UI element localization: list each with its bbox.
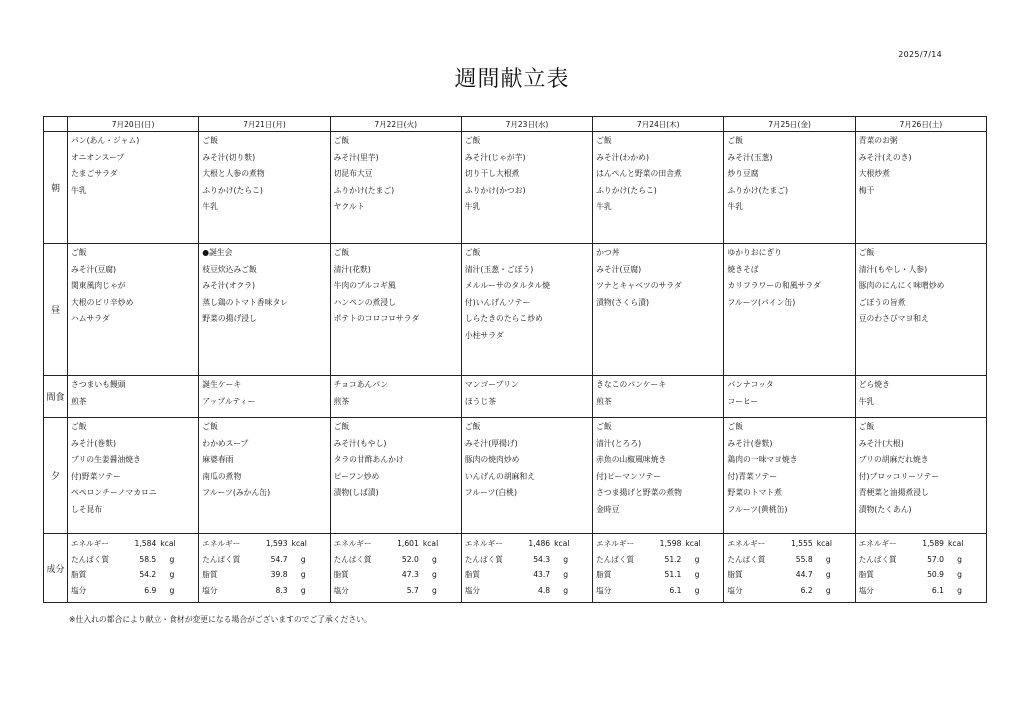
menu-item: ふりかけ(たらこ) <box>596 185 657 195</box>
nutrition-line <box>202 567 307 583</box>
menu-item: みそ汁(厚揚げ) <box>464 438 518 448</box>
nutrient-value: 55.8 <box>795 554 813 564</box>
nutrient-value: 6.1 <box>669 585 682 595</box>
nutrient-name: 塩分 <box>464 585 481 595</box>
menu-item: 青梗菜と油揚煮浸し <box>858 488 929 497</box>
nutrient-name: たんぱく質 <box>727 554 766 564</box>
menu-item: マンゴープリン <box>464 380 519 389</box>
nutrient-unit: g <box>957 554 962 564</box>
nutrient-unit: kcal <box>554 539 570 548</box>
menu-item: みそ汁(切り麩) <box>202 152 256 162</box>
menu-item: ご飯 <box>596 422 612 431</box>
menu-cell <box>724 376 855 418</box>
menu-item: ご飯 <box>333 136 350 145</box>
menu-item: ご飯 <box>333 248 350 257</box>
menu-cell <box>199 418 330 534</box>
menu-item: タラの甘酢あんかけ <box>333 455 404 464</box>
nutrient-value: 8.3 <box>275 585 288 595</box>
menu-item: みそ汁(豆腐) <box>596 264 642 274</box>
nutrient-unit: g <box>563 570 569 579</box>
nutrition-line <box>596 583 701 599</box>
menu-item: いんげんの胡麻和え <box>464 471 536 481</box>
snack-row <box>44 376 987 418</box>
nutrient-name: 脂質 <box>464 570 481 579</box>
nutrient-name: 脂質 <box>202 570 218 579</box>
nutrient-unit: kcal <box>948 539 964 548</box>
menu-item: 小柱サラダ <box>464 330 504 340</box>
menu-item: みそ汁(巻麩) <box>727 438 773 448</box>
menu-item: 鶏肉の一味マヨ焼き <box>727 455 798 464</box>
nutrition-line <box>202 583 307 599</box>
nutrition-line <box>727 567 832 583</box>
nutrient-value: 52.0 <box>401 554 419 564</box>
menu-item: 大根炒煮 <box>858 169 890 178</box>
nutrient-unit: kcal <box>160 539 176 548</box>
menu-item: パン(あん・ジャム) <box>71 136 140 145</box>
meal-label: 成分 <box>44 534 68 603</box>
nutrient-unit: g <box>825 585 831 595</box>
menu-item: 牛乳 <box>202 202 218 211</box>
menu-item: 青菜のお粥 <box>858 136 898 145</box>
menu-item: オニオンスープ <box>71 152 125 162</box>
menu-cell <box>199 376 330 418</box>
menu-item: 牛乳 <box>71 185 87 195</box>
menu-item: フルーツ(黄桃缶) <box>727 504 788 514</box>
nutrient-name: 塩分 <box>727 585 743 595</box>
menu-item: コーヒー <box>727 396 759 406</box>
nutrient-value: 57.0 <box>927 554 944 564</box>
menu-item: 蒸し鶏のトマト香味タレ <box>202 297 289 307</box>
menu-item: ふりかけ(たまご) <box>727 185 789 195</box>
menu-cell <box>68 244 199 376</box>
menu-item: 煎茶 <box>333 396 350 406</box>
nutrient-name: 脂質 <box>858 570 874 579</box>
day-header: 7月20日(日) <box>68 117 199 132</box>
menu-cell <box>330 132 461 244</box>
menu-item: みそ汁(玉葱) <box>727 152 773 162</box>
menu-cell <box>593 418 724 534</box>
menu-item: わかめスープ <box>202 438 249 448</box>
nutrient-name: エネルギー <box>333 539 372 548</box>
nutrient-value: 1,593 <box>265 539 288 548</box>
nutrition-line <box>71 583 176 599</box>
menu-item: みそ汁(えのき) <box>858 152 912 162</box>
nutrient-name: 脂質 <box>727 570 743 579</box>
menu-item: 牛乳 <box>727 202 743 211</box>
menu-cell <box>593 376 724 418</box>
nutrient-name: 塩分 <box>333 585 349 595</box>
menu-item: かつ丼 <box>596 248 620 257</box>
meal-label: 夕 <box>44 418 68 534</box>
menu-cell <box>461 244 592 376</box>
menu-item: 漬物(さくら漬) <box>596 297 649 307</box>
nutrient-value: 51.1 <box>664 570 682 579</box>
nutrition-line <box>465 552 570 568</box>
menu-item: 豚肉のにんにく味噌炒め <box>858 281 945 290</box>
menu-item: チョコあんパン <box>333 380 388 389</box>
nutrient-value: 6.2 <box>800 585 813 595</box>
nutrient-unit: g <box>957 585 962 595</box>
nutrition-cell <box>199 534 330 603</box>
menu-item: フルーツ(白桃) <box>464 488 518 497</box>
nutrition-line <box>334 567 439 583</box>
nutrition-cell <box>855 534 986 603</box>
nutrient-unit: kcal <box>422 539 439 548</box>
nutrient-unit: g <box>957 570 962 579</box>
menu-item: みそ汁(じゃが芋) <box>464 152 526 162</box>
menu-item: ご飯 <box>464 422 481 431</box>
menu-item: 付)青菜ソテー <box>727 471 778 481</box>
nutrient-name: エネルギー <box>202 539 241 548</box>
page-title: 週間献立表 <box>454 67 570 92</box>
dinner-row <box>44 418 987 534</box>
menu-item: 誕生ケーキ <box>202 380 242 389</box>
nutrient-unit: g <box>825 570 831 579</box>
day-header-row <box>44 117 987 132</box>
meal-label: 朝 <box>44 132 68 244</box>
nutrition-line <box>71 567 176 583</box>
nutrition-line <box>859 536 964 552</box>
menu-item: フルーツ(パイン缶) <box>727 297 796 307</box>
menu-item: ご飯 <box>464 248 481 257</box>
menu-cell <box>68 132 199 244</box>
nutrient-value: 4.8 <box>538 585 551 595</box>
menu-cell <box>461 376 592 418</box>
nutrient-value: 58.5 <box>139 554 157 564</box>
nutrition-line <box>465 567 570 583</box>
nutrition-line <box>727 536 832 552</box>
menu-item: みそ汁(オクラ) <box>202 281 255 290</box>
menu-item: アップルティー <box>202 396 256 406</box>
menu-cell <box>855 132 986 244</box>
menu-item: 清汁(花麩) <box>333 264 371 274</box>
nutrient-unit: g <box>169 570 175 579</box>
menu-item: みそ汁(わかめ) <box>596 152 649 162</box>
nutrient-unit: g <box>300 585 306 595</box>
menu-item: ご飯 <box>464 136 481 145</box>
menu-item: ご飯 <box>596 136 612 145</box>
menu-cell <box>461 418 592 534</box>
nutrient-value: 51.2 <box>664 554 682 564</box>
menu-item: ヤクルト <box>333 202 365 211</box>
nutrition-line <box>71 536 176 552</box>
nutrient-name: エネルギー <box>727 539 766 548</box>
menu-item: しらたきのたらこ炒め <box>464 314 543 323</box>
menu-item: ご飯 <box>727 136 743 145</box>
menu-item: 牛乳 <box>596 202 612 211</box>
menu-cell <box>855 244 986 376</box>
menu-cell <box>593 132 724 244</box>
menu-cell <box>855 418 986 534</box>
menu-item: ハンペンの煮浸し <box>333 297 396 307</box>
menu-item: 枝豆炊込みご飯 <box>202 264 257 274</box>
nutrient-name: エネルギー <box>71 539 109 548</box>
nutrition-line <box>465 583 570 599</box>
nutrient-name: たんぱく質 <box>202 554 241 564</box>
nutrition-line <box>202 552 307 568</box>
nutrient-name: 塩分 <box>71 585 87 595</box>
menu-item: 牛乳 <box>858 396 875 406</box>
nutrient-unit: kcal <box>685 539 701 548</box>
day-header: 7月26日(土) <box>855 117 986 132</box>
nutrition-line <box>465 536 570 552</box>
menu-item: ペペロンチーノマカロニ <box>71 488 157 497</box>
menu-cell <box>199 132 330 244</box>
nutrient-unit: g <box>825 554 831 564</box>
menu-item: 漬物(たくあん) <box>858 504 912 514</box>
nutrition-line <box>596 552 701 568</box>
day-header: 7月24日(木) <box>593 117 724 132</box>
menu-item: 豆のわさびマヨ和え <box>858 314 929 323</box>
nutrition-line <box>334 583 439 599</box>
menu-item: ピーフン炒め <box>333 471 380 481</box>
menu-cell <box>461 132 592 244</box>
meal-label: 間食 <box>44 376 68 418</box>
nutrient-unit: g <box>694 585 700 595</box>
menu-item: さつまいも饅頭 <box>71 380 126 389</box>
nutrient-value: 54.2 <box>139 570 157 579</box>
menu-item: ご飯 <box>202 422 218 431</box>
nutrient-value: 6.1 <box>931 585 944 595</box>
day-header: 7月21日(月) <box>199 117 330 132</box>
menu-item: 焼きそば <box>727 264 759 274</box>
nutrient-name: 脂質 <box>71 570 87 579</box>
menu-item: 切昆布大豆 <box>333 169 373 178</box>
menu-item: 付)ブロッコリーソテー <box>858 471 940 481</box>
nutrient-value: 5.7 <box>406 585 419 595</box>
menu-item: 梅干 <box>858 185 875 195</box>
nutrition-row <box>44 534 987 603</box>
nutrition-line <box>596 567 701 583</box>
nutrient-name: たんぱく質 <box>333 554 372 564</box>
menu-item: ふりかけ(かつお) <box>464 185 526 195</box>
menu-item: 付)ピーマンソテー <box>596 471 662 481</box>
menu-item: 付)野菜ソテー <box>71 471 121 481</box>
nutrition-line <box>334 536 439 552</box>
menu-item: みそ汁(豆腐) <box>71 264 117 274</box>
menu-item: 南瓜の煮物 <box>202 471 242 481</box>
nutrient-value: 1,584 <box>134 539 157 548</box>
nutrient-value: 54.3 <box>533 554 551 564</box>
nutrient-value: 1,589 <box>922 539 944 548</box>
menu-item: ほうじ茶 <box>464 396 497 406</box>
menu-item: みそ汁(巻麩) <box>71 438 117 448</box>
nutrient-name: 塩分 <box>596 585 612 595</box>
menu-item: 清汁(玉葱・ごぼう) <box>464 264 534 274</box>
menu-item: ハムサラダ <box>71 314 110 323</box>
menu-cell <box>724 132 855 244</box>
nutrient-name: 塩分 <box>858 585 874 595</box>
nutrition-line <box>859 583 964 599</box>
nutrition-line <box>727 583 832 599</box>
footnote: ※仕入れの都合により献立・食材が変更になる場合がございますのでご了承ください。 <box>69 615 372 624</box>
nutrient-value: 43.7 <box>533 570 551 579</box>
nutrition-cell <box>593 534 724 603</box>
nutrient-name: 脂質 <box>333 570 349 579</box>
menu-item: 牛乳 <box>464 202 481 211</box>
menu-item: 大根のピリ辛炒め <box>71 297 134 307</box>
menu-item: 金時豆 <box>596 504 620 514</box>
nutrient-value: 6.9 <box>144 585 157 595</box>
nutrition-line <box>71 552 176 568</box>
weekly-menu-table <box>43 116 987 603</box>
menu-item: 付)いんげんソテー <box>464 297 531 307</box>
menu-item: ごぼうの旨煮 <box>858 297 906 307</box>
menu-item: ブリの生姜醤油焼き <box>71 455 141 464</box>
nutrient-unit: g <box>300 570 306 579</box>
menu-cell <box>855 376 986 418</box>
nutrition-line <box>334 552 439 568</box>
menu-cell <box>330 244 461 376</box>
nutrient-name: たんぱく質 <box>858 554 897 564</box>
menu-item: きなこのパンケーキ <box>596 380 667 389</box>
menu-item: ご飯 <box>71 422 87 431</box>
nutrition-line <box>859 552 964 568</box>
corner-cell <box>44 117 68 132</box>
nutrition-line <box>727 552 832 568</box>
nutrient-unit: g <box>432 585 437 595</box>
menu-item: 切り干し大根煮 <box>464 169 520 178</box>
menu-item: メルルーサのタルタル焼 <box>464 281 551 290</box>
menu-item: ツナとキャベツのサラダ <box>596 281 682 290</box>
menu-item: ご飯 <box>71 248 87 257</box>
menu-item: どら焼き <box>858 380 890 389</box>
nutrient-name: 脂質 <box>596 570 612 579</box>
nutrient-value: 1,598 <box>659 539 682 548</box>
nutrient-unit: g <box>563 554 569 564</box>
menu-item: たまごサラダ <box>71 169 118 178</box>
menu-cell <box>68 376 199 418</box>
day-header: 7月23日(水) <box>461 117 592 132</box>
menu-item: フルーツ(みかん缶) <box>202 488 271 497</box>
nutrition-cell <box>461 534 592 603</box>
nutrient-value: 1,555 <box>790 539 813 548</box>
nutrient-unit: g <box>432 554 437 564</box>
menu-item: みそ汁(もやし) <box>333 438 387 448</box>
nutrient-unit: g <box>694 570 700 579</box>
menu-item: 牛肉のプルコギ風 <box>333 281 396 290</box>
menu-item: みそ汁(里芋) <box>333 152 379 162</box>
menu-item: ご飯 <box>858 422 875 431</box>
nutrient-unit: g <box>432 570 437 579</box>
menu-item: ご飯 <box>727 422 743 431</box>
menu-cell <box>593 244 724 376</box>
menu-item: 野菜の揚げ浸し <box>202 314 257 323</box>
menu-item: ゆかりおにぎり <box>727 248 782 257</box>
nutrient-name: 塩分 <box>202 585 218 595</box>
menu-cell <box>330 376 461 418</box>
nutrition-line <box>859 567 964 583</box>
menu-item: さつま揚げと野菜の煮物 <box>596 488 682 497</box>
nutrient-value: 1,601 <box>397 539 419 548</box>
menu-cell <box>724 244 855 376</box>
nutrient-name: たんぱく質 <box>71 554 109 564</box>
menu-item: 野菜のトマト煮 <box>727 488 782 497</box>
menu-item: ●誕生会 <box>202 248 233 257</box>
nutrient-unit: g <box>300 554 306 564</box>
menu-item: 煎茶 <box>71 396 87 406</box>
nutrient-value: 39.8 <box>270 570 288 579</box>
menu-cell <box>68 418 199 534</box>
nutrient-value: 54.7 <box>270 554 288 564</box>
menu-cell <box>724 418 855 534</box>
day-header: 7月25日(金) <box>724 117 855 132</box>
nutrient-unit: g <box>563 585 569 595</box>
nutrient-unit: kcal <box>291 539 307 548</box>
menu-item: 大根と人参の煮物 <box>202 169 265 178</box>
nutrition-line <box>202 536 307 552</box>
menu-item: ポテトのコロコロサラダ <box>333 314 420 323</box>
menu-item: 清汁(とろろ) <box>596 438 642 448</box>
menu-item: はんぺんと野菜の田舎煮 <box>596 169 682 178</box>
nutrient-name: エネルギー <box>596 539 635 548</box>
nutrient-unit: kcal <box>816 539 833 548</box>
menu-item: しそ昆布 <box>71 504 103 514</box>
nutrient-value: 1,486 <box>528 539 551 548</box>
menu-cell <box>330 418 461 534</box>
nutrient-name: たんぱく質 <box>596 554 635 564</box>
menu-item: 清汁(もやし・人参) <box>858 264 928 274</box>
menu-item: パンナコッタ <box>727 380 774 389</box>
nutrient-name: エネルギー <box>858 539 897 548</box>
menu-item: ブリの胡麻だれ焼き <box>858 455 929 464</box>
nutrient-value: 47.3 <box>401 570 419 579</box>
nutrition-line <box>596 536 701 552</box>
nutrient-unit: g <box>169 585 175 595</box>
menu-item: 赤魚の山椒風味焼き <box>596 455 667 464</box>
menu-item: 炒り豆腐 <box>727 169 759 178</box>
menu-cell <box>199 244 330 376</box>
nutrient-name: たんぱく質 <box>464 554 503 564</box>
breakfast-row <box>44 132 987 244</box>
menu-item: ご飯 <box>202 136 218 145</box>
menu-item: 麻婆春雨 <box>202 455 234 464</box>
menu-item: 豚肉の焼肉炒め <box>464 455 520 464</box>
lunch-row <box>44 244 987 376</box>
nutrient-unit: g <box>694 554 700 564</box>
nutrient-value: 44.7 <box>795 570 813 579</box>
menu-item: 関東風肉じゃが <box>71 281 126 290</box>
menu-item: 煎茶 <box>596 396 612 406</box>
nutrient-name: エネルギー <box>464 539 503 548</box>
day-header: 7月22日(火) <box>330 117 461 132</box>
menu-item: ふりかけ(たまご) <box>333 185 395 195</box>
menu-item: カリフラワーの和風サラダ <box>727 281 821 290</box>
nutrient-value: 50.9 <box>927 570 944 579</box>
nutrition-cell <box>724 534 855 603</box>
menu-item: ご飯 <box>858 248 875 257</box>
nutrient-unit: g <box>169 554 175 564</box>
issue-date: 2025/7/14 <box>898 50 942 59</box>
menu-item: ふりかけ(たらこ) <box>202 185 263 195</box>
meal-label: 昼 <box>44 244 68 376</box>
nutrition-cell <box>68 534 199 603</box>
menu-item: みそ汁(大根) <box>858 438 904 448</box>
nutrition-cell <box>330 534 461 603</box>
menu-item: ご飯 <box>333 422 350 431</box>
menu-item: 漬物(しば漬) <box>333 488 379 497</box>
